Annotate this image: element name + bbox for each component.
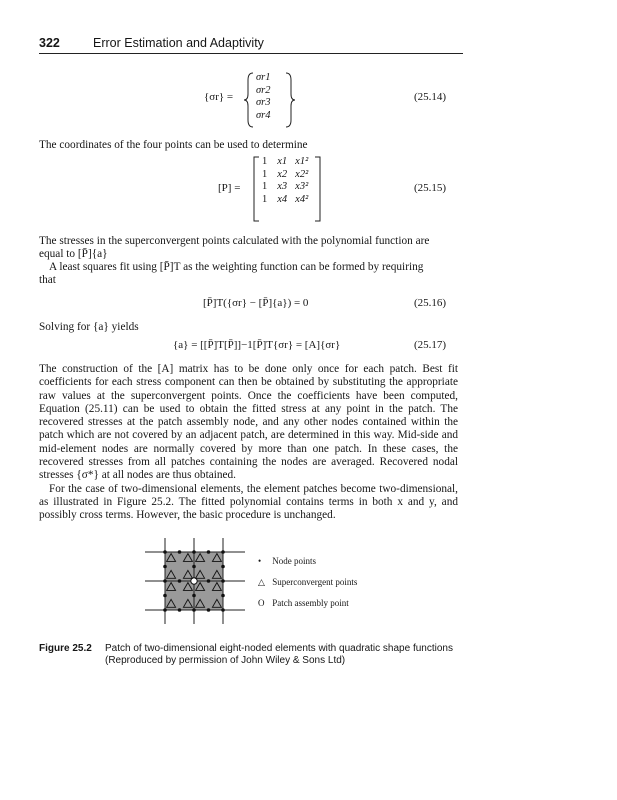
vector-entry: σr3 bbox=[256, 97, 271, 108]
matrix-cell: x1 bbox=[277, 156, 288, 167]
matrix-cell: 1 bbox=[262, 156, 268, 167]
running-header bbox=[39, 30, 463, 52]
matrix-cell: x4 bbox=[277, 193, 288, 205]
equation-number: (25.17) bbox=[414, 339, 447, 351]
node-point bbox=[221, 608, 225, 612]
node-point bbox=[178, 550, 182, 554]
equation-number: (25.14) bbox=[414, 91, 447, 103]
node-point bbox=[221, 550, 225, 554]
matrix-cell: x2 bbox=[277, 168, 288, 180]
node-point bbox=[163, 608, 167, 612]
node-point bbox=[207, 550, 211, 554]
text-solving: Solving for {a} yields bbox=[39, 321, 139, 333]
running-title: Error Estimation and Adaptivity bbox=[93, 36, 264, 50]
legend-superconvergent bbox=[258, 577, 357, 588]
dot-icon: • bbox=[258, 556, 262, 566]
matrix-cell: x4² bbox=[295, 193, 309, 205]
p-matrix bbox=[260, 156, 310, 206]
patch-diagram bbox=[140, 536, 250, 626]
node-point bbox=[163, 579, 167, 583]
vector-entry: σr2 bbox=[256, 84, 271, 96]
header-rule bbox=[39, 53, 463, 54]
paragraph-main: The construction of the [A] matrix has to be done only once for each patch. Best fit coefficients for each stress component can then be obtained by substituting the appropriate raw values at the superconvergent points. Once the coefficients have been computed, Equation (25.11) can be used to obtain the fitted stress at any point in the patch. The recovered stresses at the patch assembly node, and any other nodes contained within the patch which are not covered by an adjacent patch, are determined in this way. Mid-side and mid-element nodes are normally covered by more than one patch. In these cases, the recovered stresses from all patches containing the nodes are averaged. Recovered nodal stresses {σ*} at all nodes are thus obtained. bbox=[39, 363, 458, 482]
right-brace bbox=[284, 72, 296, 128]
legend-label: Patch assembly point bbox=[272, 598, 349, 608]
caption-label: Figure 25.2 bbox=[39, 643, 92, 654]
equation-25-17: {a} = [[P̄]T[P̄]]−1[P̄]T{σr} = [A]{σr} bbox=[173, 339, 341, 351]
eq-25-15-lhs: [P] = bbox=[218, 182, 241, 194]
matrix-cell: x3 bbox=[277, 181, 288, 192]
figure-25-2 bbox=[140, 536, 440, 626]
matrix-cell: 1 bbox=[262, 181, 268, 192]
text-line: that bbox=[39, 274, 56, 286]
body-paragraphs bbox=[39, 363, 458, 523]
equation-25-16: [P̄]T({σr} − [P̄]{a}) = 0 bbox=[203, 297, 309, 309]
node-point bbox=[178, 579, 182, 583]
sigma-vector bbox=[254, 72, 273, 122]
node-point bbox=[221, 594, 225, 598]
node-point bbox=[192, 608, 196, 612]
node-point bbox=[192, 594, 196, 598]
text-line: equal to [P̄]{a} bbox=[39, 248, 108, 260]
eq-25-14-lhs: {σr} = bbox=[204, 91, 234, 103]
text-line: A least squares fit using [P̄]T as the weighting function can be formed by requiring bbox=[49, 261, 424, 273]
matrix-cell: 1 bbox=[262, 193, 268, 205]
patch-assembly-point bbox=[191, 578, 197, 584]
node-point bbox=[221, 565, 225, 569]
legend-label: Node points bbox=[272, 556, 316, 566]
node-point bbox=[207, 579, 211, 583]
equation-number: (25.16) bbox=[414, 297, 447, 309]
matrix-cell: x2² bbox=[295, 168, 309, 180]
matrix-cell: 1 bbox=[262, 168, 268, 180]
vector-entry: σr1 bbox=[256, 72, 271, 83]
paragraph-2d: For the case of two-dimensional elements, the element patches become two-dimensional, as illustrated in Figure 25.2. The fitted polynomial contains terms in both x and y, and possibly cross terms. However, the basic procedure is unchanged. bbox=[39, 482, 458, 522]
node-point bbox=[192, 565, 196, 569]
right-bracket bbox=[314, 156, 322, 222]
equation-number: (25.15) bbox=[414, 182, 447, 194]
page-number: 322 bbox=[39, 36, 60, 50]
node-point bbox=[207, 608, 211, 612]
legend-node-points bbox=[258, 556, 316, 566]
equation-25-15 bbox=[190, 154, 460, 224]
node-point bbox=[221, 579, 225, 583]
circle-icon: O bbox=[258, 598, 265, 608]
left-bracket bbox=[252, 156, 260, 222]
vector-entry: σr4 bbox=[256, 109, 271, 121]
node-point bbox=[163, 565, 167, 569]
matrix-cell: x3² bbox=[295, 181, 309, 192]
node-point bbox=[192, 550, 196, 554]
text-line: The stresses in the superconvergent points calculated with the polynomial function are bbox=[39, 235, 430, 247]
text-coordinates: The coordinates of the four points can be used to determine bbox=[39, 139, 308, 151]
node-point bbox=[163, 550, 167, 554]
node-point bbox=[163, 594, 167, 598]
matrix-cell: x1² bbox=[295, 156, 309, 167]
caption-text: Patch of two-dimensional eight-noded elements with quadratic shape functions (Reproduced by permission of John Wiley & Sons Ltd) bbox=[105, 643, 453, 666]
legend-patch-assembly bbox=[258, 598, 349, 608]
legend-label: Superconvergent points bbox=[272, 577, 358, 587]
triangle-icon: △ bbox=[258, 577, 265, 587]
equation-25-14 bbox=[190, 70, 460, 128]
node-point bbox=[178, 608, 182, 612]
